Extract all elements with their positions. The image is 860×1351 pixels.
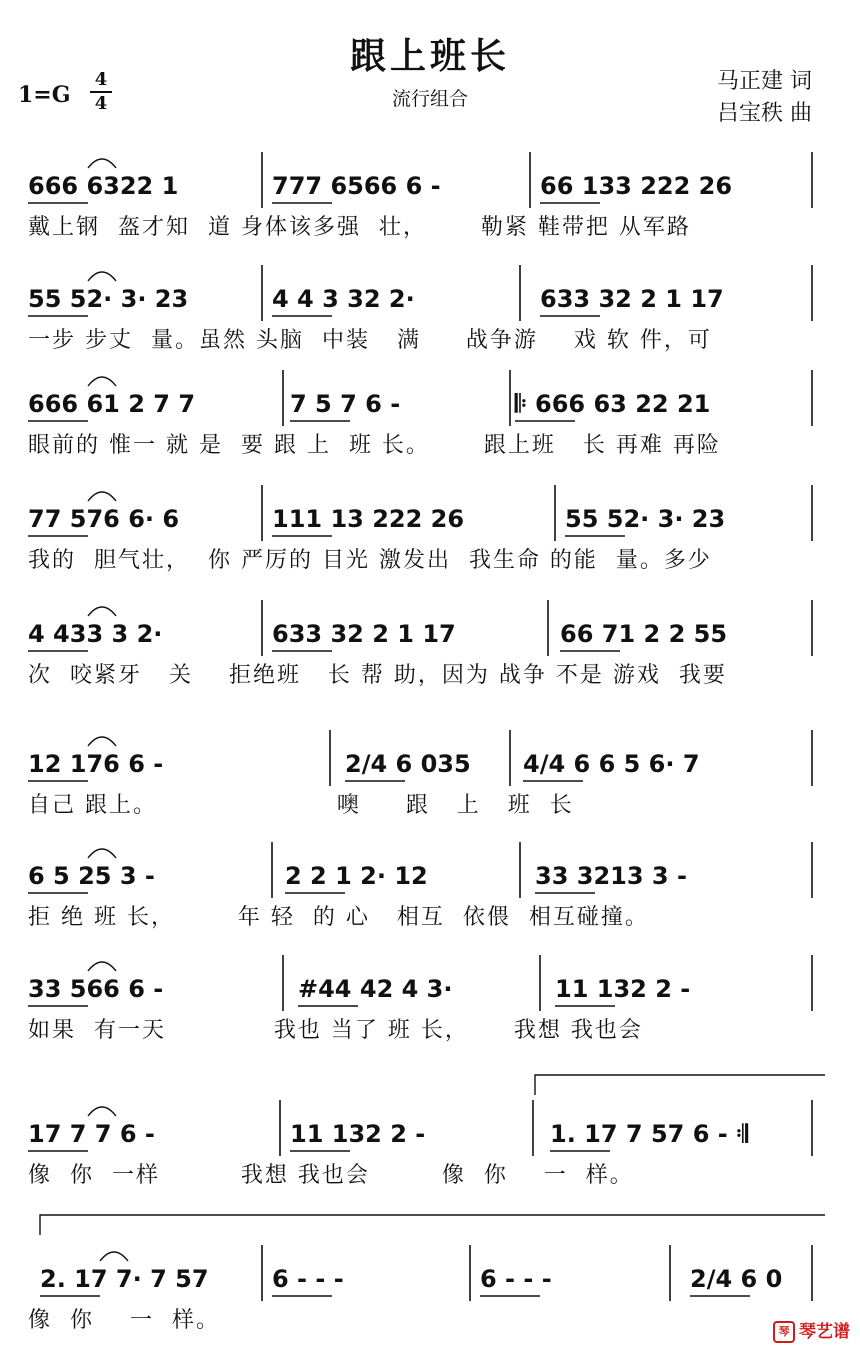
- lyricist-credit: 马正建 词: [717, 69, 812, 94]
- lyric-line: 像 你 一 样。: [28, 1308, 220, 1333]
- slur-arc: [88, 377, 116, 386]
- slur-arc: [88, 272, 116, 281]
- measure-notes: 𝄆 666 63 22 21: [515, 390, 711, 418]
- measure-notes: 666 61 2 7 7: [28, 390, 196, 418]
- measure-notes: 11 132 2 -: [290, 1120, 426, 1148]
- lyric-line: 像 你 一样 我想 我也会 像 你 一 样。: [28, 1163, 634, 1188]
- lyric-line: 自己 跟上。 噢 跟 上 班 长: [28, 793, 574, 818]
- watermark: 琴 琴艺谱: [773, 1317, 850, 1343]
- lyric-line: 拒 绝 班 长， 年 轻 的 心 相互 依偎 相互碰撞。: [28, 905, 649, 930]
- song-title: 跟上班长: [349, 36, 510, 77]
- measure-notes: 2. 17 7· 7 57: [40, 1265, 209, 1293]
- measure-notes: 77 576 6· 6: [28, 505, 180, 533]
- measure-notes: 111 13 222 26: [272, 505, 465, 533]
- measure-notes: 4 4 3 32 2·: [272, 285, 415, 313]
- meter-top: 4: [94, 69, 108, 90]
- slur-arc: [88, 962, 116, 971]
- measure-notes: 633 32 2 1 17: [272, 620, 456, 648]
- volta-bracket: [40, 1215, 825, 1235]
- measure-notes: 33 3213 3 -: [535, 862, 687, 890]
- slur-arc: [88, 1107, 116, 1116]
- composer-credit: 吕宝秩 曲: [717, 101, 812, 126]
- lyric-line: 戴上钢 盔才知 道 身体该多强 壮， 勒紧 鞋带把 从军路: [28, 215, 691, 240]
- key-signature: 1=G: [18, 82, 71, 108]
- measure-notes: 1. 17 7 57 6 - 𝄇: [550, 1120, 748, 1148]
- lyric-line: 一步 步丈 量。虽然 头脑 中装 满 战争游 戏 软 件，可: [28, 328, 712, 353]
- measure-notes: 55 52· 3· 23: [28, 285, 189, 313]
- song-subtitle: 流行组合: [391, 88, 468, 110]
- measure-notes: 17 7 7 6 -: [28, 1120, 155, 1148]
- lyric-line: 如果 有一天 我也 当了 班 长， 我想 我也会: [28, 1018, 643, 1043]
- measure-notes: 4 433 3 2·: [28, 620, 163, 648]
- measure-notes: #44 42 4 3·: [298, 975, 453, 1003]
- measure-notes: 6 - - -: [480, 1265, 552, 1293]
- slur-arc: [88, 159, 116, 168]
- meter-bottom: 4: [94, 93, 108, 114]
- measure-notes: 12 176 6 -: [28, 750, 164, 778]
- measure-notes: 666 6322 1: [28, 172, 179, 200]
- measure-notes: 2/4 6 0: [690, 1265, 783, 1293]
- slur-arc: [88, 849, 116, 858]
- measure-notes: 66 133 222 26: [540, 172, 733, 200]
- measure-notes: 2/4 6 035: [345, 750, 471, 778]
- measure-notes: 6 5 25 3 -: [28, 862, 155, 890]
- measure-notes: 7 5 7 6 -: [290, 390, 401, 418]
- measure-notes: 2 2 1 2· 12: [285, 862, 428, 890]
- time-signature: [88, 70, 114, 114]
- lyric-line: 眼前的 惟一 就 是 要 跟 上 班 长。 跟上班 长 再难 再险: [28, 433, 721, 458]
- slur-arc: [88, 607, 116, 616]
- measure-notes: 33 566 6 -: [28, 975, 164, 1003]
- qin-logo-icon: 琴: [773, 1321, 795, 1343]
- slur-arc: [88, 492, 116, 501]
- slur-arc: [88, 737, 116, 746]
- slur-arc: [100, 1252, 128, 1261]
- lyric-line: 次 咬紧牙 关 拒绝班 长 帮 助，因为 战争 不是 游戏 我要: [28, 663, 727, 688]
- measure-notes: 66 71 2 2 55: [560, 620, 728, 648]
- lyric-line: 我的 胆气壮， 你 严厉的 目光 激发出 我生命 的能 量。多少: [28, 548, 712, 573]
- measure-notes: 633 32 2 1 17: [540, 285, 724, 313]
- volta-bracket: [535, 1075, 825, 1095]
- measure-notes: 4/4 6 6 5 6· 7: [523, 750, 700, 778]
- measure-notes: 777 6566 6 -: [272, 172, 441, 200]
- measure-notes: 11 132 2 -: [555, 975, 691, 1003]
- measure-notes: 55 52· 3· 23: [565, 505, 726, 533]
- measure-notes: 6 - - -: [272, 1265, 344, 1293]
